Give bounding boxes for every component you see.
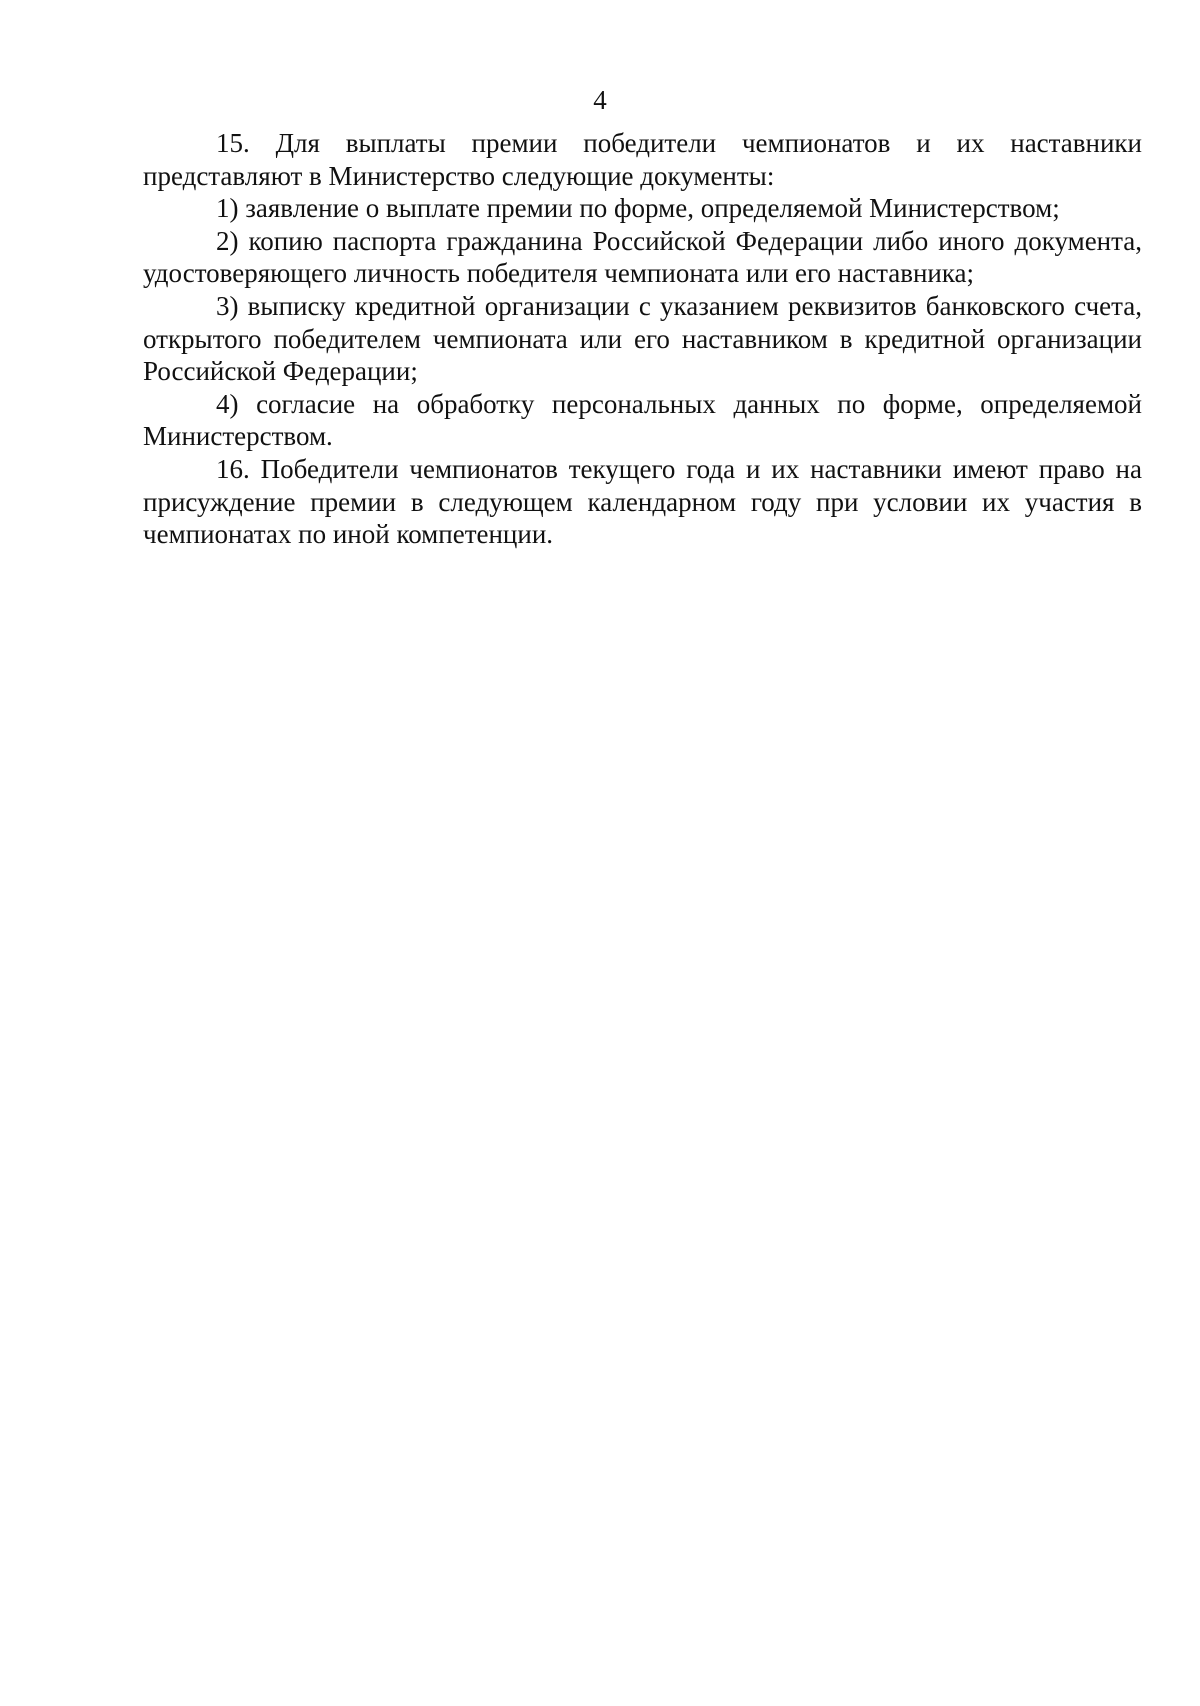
paragraph-15: 15. Для выплаты премии победители чемпионатов и их наставники представляют в Министерство следующие документы:: [143, 128, 1142, 191]
page-number: 4: [593, 85, 607, 115]
list-item-2: 2) копию паспорта гражданина Российской Федерации либо иного документа, удостоверяющего личность победителя чемпионата или его наставника;: [143, 225, 1142, 289]
document-body: [143, 127, 1142, 551]
list-item-3: 3) выписку кредитной организации с указанием реквизитов банковского счета, открытого победителем чемпионата или его наставником в кредитной организации Российской Федерации;: [143, 290, 1142, 387]
paragraph-16: 16. Победители чемпионатов текущего года и их наставники имеют право на присуждение премии в следующем календарном году при условии их участия в чемпионатах по иной компетенции.: [143, 453, 1142, 550]
list-item-4: 4) согласие на обработку персональных данных по форме, определяемой Министерством.: [143, 388, 1142, 452]
list-item-1: 1) заявление о выплате премии по форме, определяемой Министерством;: [216, 193, 1060, 224]
